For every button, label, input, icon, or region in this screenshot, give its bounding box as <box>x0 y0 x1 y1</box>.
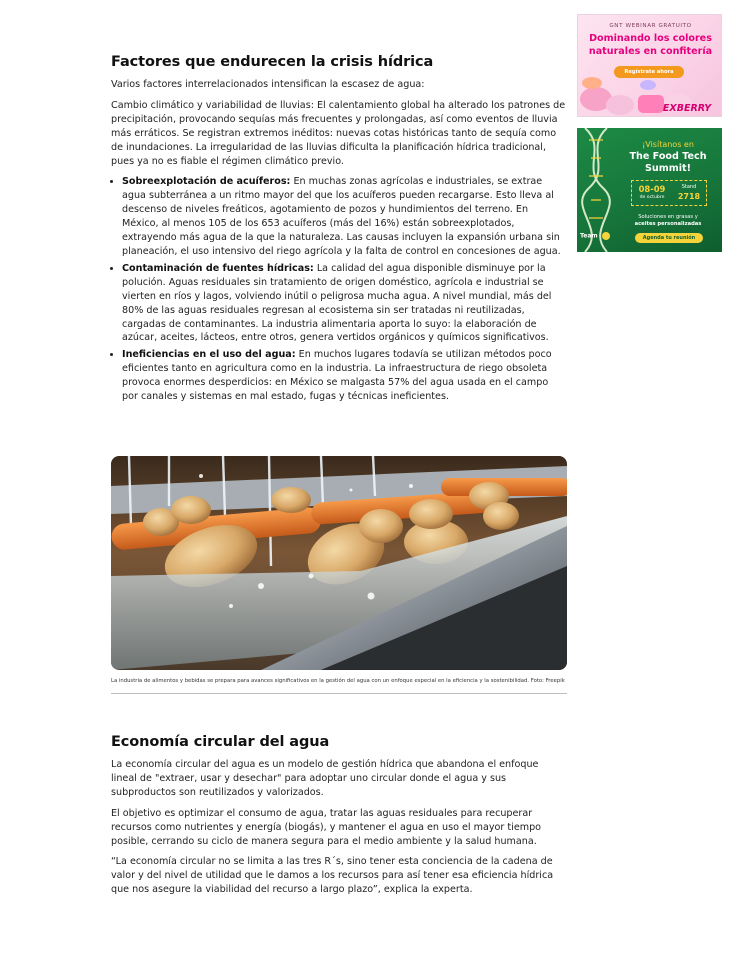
paragraph: El objetivo es optimizar el consumo de agua, tratar las aguas residuales para recuperar recursos como nutrientes y energía (biogás), y mantener el agua en uso el mayor tiempo posible, cerrando su ciclo de manera segura para el medio ambiente y la salud humana. <box>111 807 542 847</box>
summit-cta-button[interactable] <box>635 233 703 243</box>
team-logo-text: Team <box>580 232 598 240</box>
section-title: Economía circular del agua <box>111 734 330 750</box>
factors-list <box>111 175 567 404</box>
summit-date-box <box>631 180 707 206</box>
summit-line3: Summit! <box>645 163 691 174</box>
photo-illustration <box>111 456 567 670</box>
summit-solutions-1: Soluciones en grasas y <box>638 214 698 220</box>
summit-solutions-2: aceites personalizadas <box>634 221 702 227</box>
bullet-term: Ineficiencias en el uso del agua: <box>122 349 296 361</box>
webinar-ad-banner[interactable] <box>577 14 722 117</box>
bullet-text: En muchos lugares todavía se utilizan métodos poco eficientes tanto en agricultura como en la industria. La infraestructura de riego obsoleta provoca enormes desperdicios: en México se malgasta 57% del agua usada en el campo por canales y sistemas en mal estado, fugas y técnicas ineficientes. <box>122 349 552 403</box>
summit-ad-banner[interactable] <box>577 128 722 252</box>
summit-cta-label: Agenda tu reunión <box>642 235 696 241</box>
list-item <box>122 175 567 258</box>
list-item <box>122 262 567 345</box>
section-title: Factores que endurecen la crisis hídrica <box>111 54 434 70</box>
webinar-cta-label: Regístrate ahora <box>624 69 674 75</box>
intro-paragraph: Varios factores interrelacionados intensifican la escasez de agua: <box>111 79 425 90</box>
bullet-term: Sobreexplotación de acuíferos: <box>122 176 291 188</box>
webinar-headline-2: naturales en confitería <box>588 46 713 57</box>
webinar-tag: GNT WEBINAR GRATUITO <box>609 23 692 29</box>
summit-line1: ¡Visítanos en <box>642 140 694 149</box>
article-section-circular <box>111 732 567 904</box>
team-logo <box>580 232 610 240</box>
team-logo-mark-icon <box>602 232 610 240</box>
exberry-logo: EXBERRY <box>662 103 712 114</box>
webinar-headline-1: Dominando los colores <box>589 33 712 44</box>
article-figure <box>111 456 567 694</box>
climate-paragraph: Cambio climático y variabilidad de lluvias: El calentamiento global ha alterado los patrones de precipitación, provocando sequías más frecuentes y prolongadas, así como eventos de lluvia más erráticos. Se registran extremos inéditos: nuevas cotas históricas tanto de sequía como de inundaciones. La irregularidad de las lluvias dificulta la planificación hídrica tradicional, pues ya no es fiable el régimen climático previo. <box>111 99 566 167</box>
summit-line2: The Food Tech <box>629 151 707 162</box>
bullet-term: Contaminación de fuentes hídricas: <box>122 262 314 274</box>
summit-stand-label: Stand <box>681 184 697 190</box>
list-item <box>122 348 567 404</box>
summit-stand-number: 2718 <box>677 192 701 201</box>
summit-month: de octubre <box>639 195 665 200</box>
bullet-text: En muchas zonas agrícolas e industriales, se extrae agua subterránea a un ritmo mayor del que los acuíferos pueden recargarse. Esto lleva al descenso de niveles freáticos, agotamiento de pozos y hundimientos del terreno. En México, al menos 105 de los 653 acuíferos (más del 16%) están sobreexplotados, extrayendo más agua de la que la naturaleza. Las causas incluyen la expansión urbana sin planeación, el uso intensivo del riego agrícola y la falta de control en concesiones de agua. <box>122 176 561 257</box>
potatoes-washing-photo <box>111 456 567 670</box>
bullet-text: La calidad del agua disponible disminuye por la polución. Aguas residuales sin tratamiento de origen doméstico, agrícola e industrial se vierten en ríos y lagos, volviendo inútil o peligrosa mucha agua. A nivel mundial, más del 80% de las aguas residuales regresan al ecosistema sin ser tratadas ni reutilizadas, cargadas de contaminantes. La industria alimentaria aporta lo suyo: la elaboración de azúcar, aceites, lácteos, entre otros, genera vertidos orgánicos y químicos significativos. <box>122 262 552 344</box>
paragraph: La economía circular del agua es un modelo de gestión hídrica que abandona el enfoque lineal de "extraer, usar y desechar" para adoptar uno circular donde el agua y sus subproductos son reutilizados y valorizados. <box>111 759 539 798</box>
summit-dates: 08-09 <box>638 184 666 194</box>
article-section-crisis <box>111 52 567 407</box>
paragraph: “La economía circular no se limita a las tres R´s, sino tener esta conciencia de la cadena de valor y del nivel de utilidad que le damos a los recursos para así tener esa eficiencia hídrica que nos asegure la viabilidad del recurso a largo plazo”, explica la experta. <box>111 856 554 896</box>
figure-caption: La industria de alimentos y bebidas se prepara para avances significativos en la gestión del agua con un enfoque especial en la eficiencia y la sostenibilidad. Foto: Freepik <box>111 678 567 694</box>
